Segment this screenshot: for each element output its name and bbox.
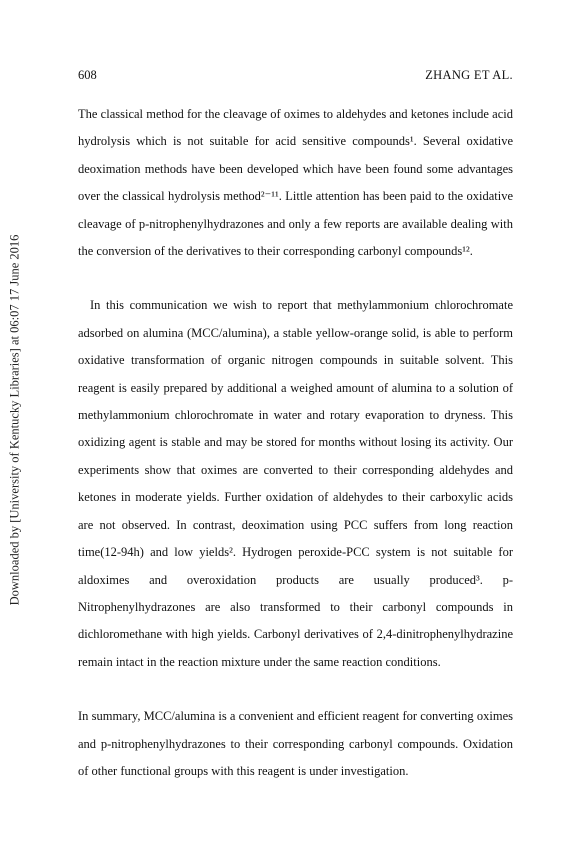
page-number: 608 <box>78 68 97 82</box>
paragraph-communication <box>78 292 513 676</box>
page-header <box>78 68 513 84</box>
article-body <box>78 101 513 785</box>
running-head: ZHANG ET AL. <box>425 68 513 82</box>
paragraph-intro: The classical method for the cleavage of oximes to aldehydes and ketones include acid hydrolysis which is not suitable for acid sensitive compounds¹. Several oxidative deoximation methods have been developed which have been found some advantages over the classical hydrolysis method²⁻¹¹. Little attention has been paid to the oxidative cleavage of p-nitrophenylhydrazones and only a few reports are available dealing with the conversion of the derivatives to their corresponding carbonyl compounds¹². <box>78 107 513 259</box>
paragraph-summary: In summary, MCC/alumina is a convenient and efficient reagent for converting oximes and p-nitrophenylhydrazones to their corresponding carbonyl compounds. Oxidation of other functional groups with this reagent is under investigation. <box>78 709 513 778</box>
paragraph-communication-text: In this communication we wish to report that methylammonium chlorochromate adsorbed on alumina (MCC/alumina), a stable yellow-orange solid, is able to perform oxidative transformation of organic nitrogen compounds in suitable solvent. This reagent is easily prepared by additional a weighed amount of alumina to a solution of methylammonium chlorochromate in water and rotary evaporation to dryness. This oxidizing agent is stable and may be stored for months without losing its activity. Our experiments show that oximes are converted to their corresponding aldehydes and ketones in moderate yields. Further oxidation of aldehydes to their carboxylic acids are not observed. In contrast, deoximation using PCC suffers from long reaction time(12-94h) and low yields². Hydrogen peroxide-PCC system is not suitable for aldoximes and overoxidation products are usually produced³. p-Nitrophenylhydrazones are also transformed to their carbonyl compounds in dichloromethane with high yields. Carbonyl derivatives of 2,4-dinitrophenylhydrazine remain intact in the reaction mixture under the same reaction conditions. <box>78 298 513 669</box>
download-watermark-text: Downloaded by [University of Kentucky Libraries] at 06:07 17 June 2016 <box>7 234 22 606</box>
download-watermark <box>3 190 27 650</box>
